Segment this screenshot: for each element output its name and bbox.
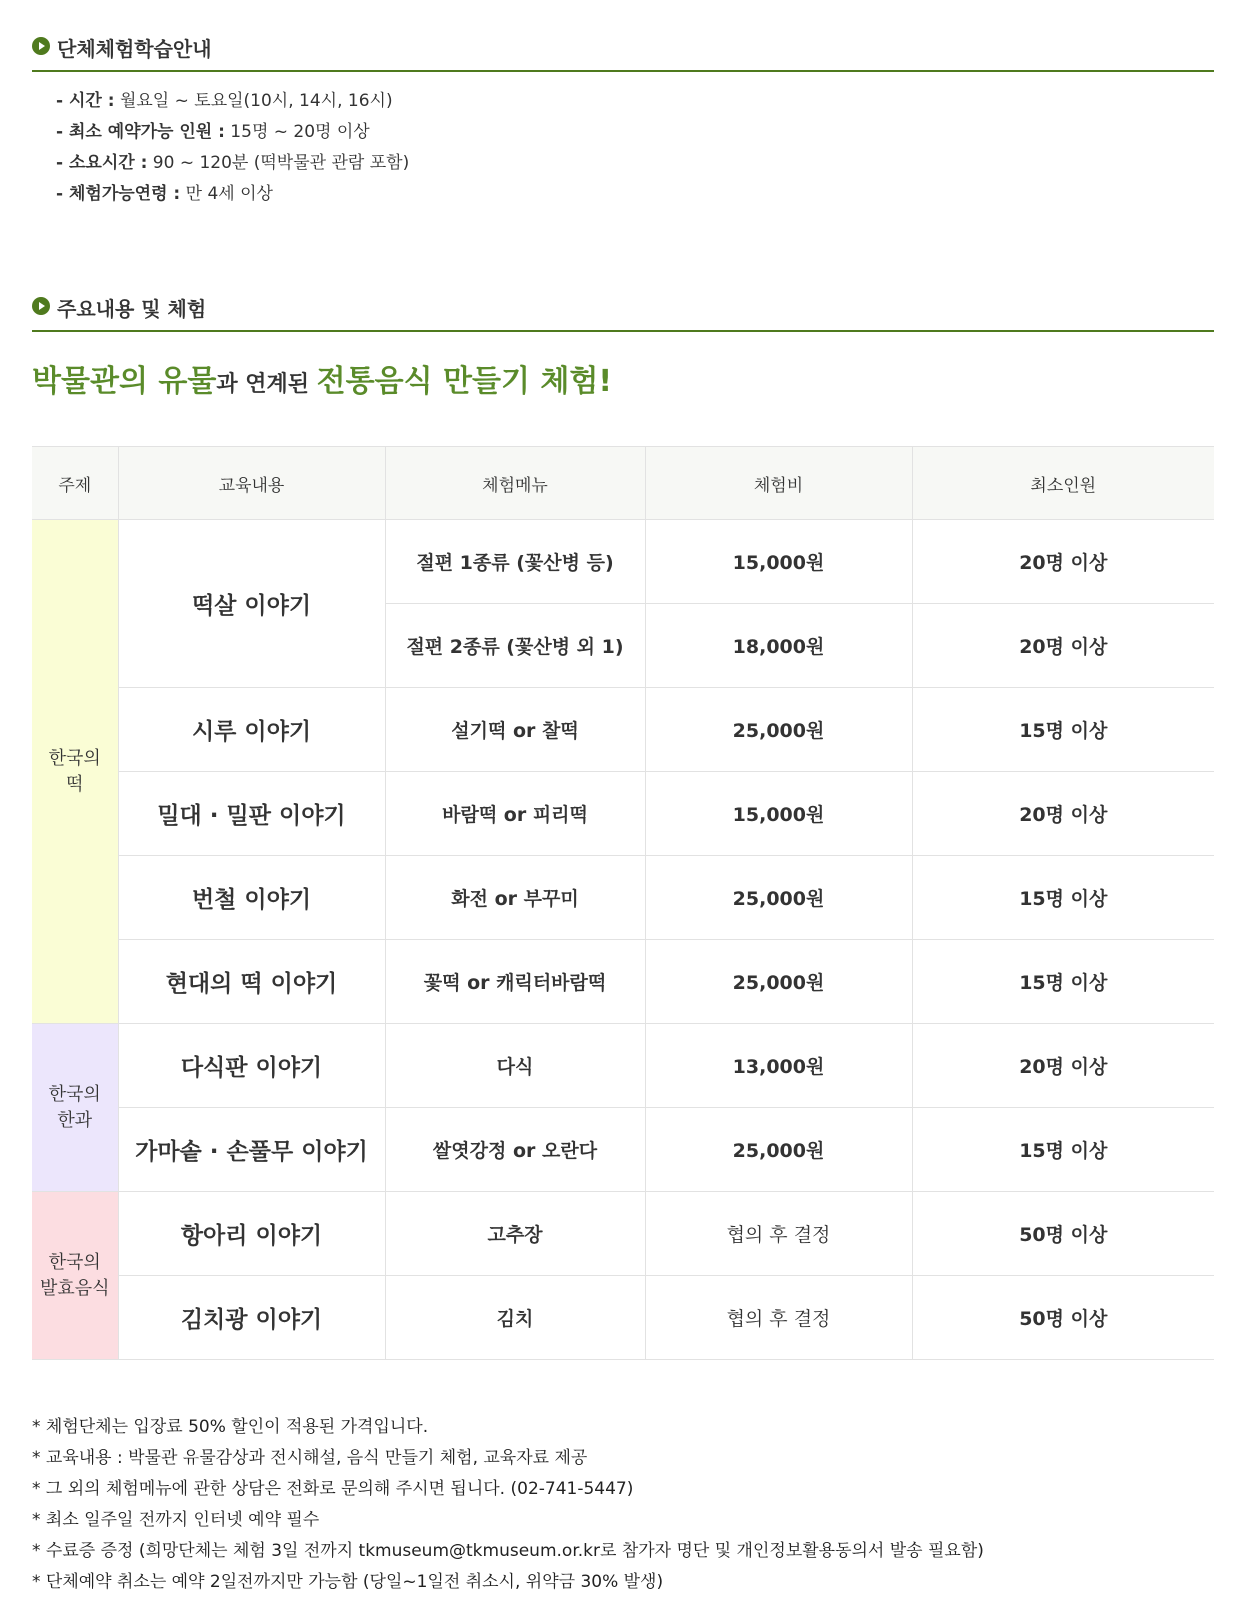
min-cell: 15명 이상 [912,688,1214,772]
menu-cell: 화전 or 부꾸미 [385,856,645,940]
header-min-people: 최소인원 [912,447,1214,520]
menu-cell: 김치 [385,1276,645,1360]
guide-item: - 소요시간 : 90 ~ 120분 (떡박물관 관람 포함) [56,153,410,173]
section-header-content [32,286,1214,332]
edu-cell: 밀대 · 밀판 이야기 [118,772,385,856]
note-item: * 최소 일주일 전까지 인터넷 예약 필수 [32,1510,320,1530]
min-cell: 20명 이상 [912,520,1214,604]
section-header-guide [32,26,1214,72]
table-header-row [32,447,1214,520]
guide-item: - 시간 : 월요일 ~ 토요일(10시, 14시, 16시) [56,91,393,111]
header-education: 교육내용 [118,447,385,520]
fee-cell: 18,000원 [645,604,912,688]
table-row [32,1108,1214,1192]
edu-cell: 항아리 이야기 [118,1192,385,1276]
menu-cell: 설기떡 or 찰떡 [385,688,645,772]
play-circle-icon [32,37,50,55]
menu-cell: 절편 1종류 (꽃산병 등) [385,520,645,604]
min-cell: 20명 이상 [912,772,1214,856]
headline: 박물관의 유물과 연계된 전통음식 만들기 체험! [32,364,613,399]
fee-cell: 25,000원 [645,688,912,772]
table-row [32,1192,1214,1276]
note-item: * 단체예약 취소는 예약 2일전까지만 가능함 (당일~1일전 취소시, 위약금 30% 발생) [32,1572,664,1592]
table-row [32,520,1214,604]
topic-fermented-food: 한국의 발효음식 [32,1192,118,1360]
min-cell: 15명 이상 [912,940,1214,1024]
table-row [32,1024,1214,1108]
table-row [32,772,1214,856]
menu-cell: 절편 2종류 (꽃산병 외 1) [385,604,645,688]
table-row [32,688,1214,772]
fee-cell: 15,000원 [645,520,912,604]
note-item: * 교육내용 : 박물관 유물감상과 전시해설, 음식 만들기 체험, 교육자료 제공 [32,1448,588,1468]
edu-cell: 떡살 이야기 [118,520,385,688]
min-cell: 15명 이상 [912,856,1214,940]
section-title-content: 주요내용 및 체험 [57,297,207,321]
section-title-guide: 단체체험학습안내 [57,37,212,61]
notes-list [32,1412,984,1598]
fee-cell: 25,000원 [645,1108,912,1192]
guide-list [56,86,409,210]
fee-cell: 15,000원 [645,772,912,856]
topic-hangwa: 한국의 한과 [32,1024,118,1192]
menu-cell: 꽃떡 or 캐릭터바람떡 [385,940,645,1024]
note-item: * 체험단체는 입장료 50% 할인이 적용된 가격입니다. [32,1417,429,1437]
menu-cell: 고추장 [385,1192,645,1276]
program-table [32,446,1214,1360]
fee-cell: 협의 후 결정 [645,1276,912,1360]
min-cell: 15명 이상 [912,1108,1214,1192]
note-item: * 그 외의 체험메뉴에 관한 상담은 전화로 문의해 주시면 됩니다. (02-741-5447) [32,1479,634,1499]
guide-item: - 체험가능연령 : 만 4세 이상 [56,184,273,204]
fee-cell: 협의 후 결정 [645,1192,912,1276]
edu-cell: 번철 이야기 [118,856,385,940]
note-item: * 수료증 증정 (희망단체는 체험 3일 전까지 tkmuseum@tkmuseum.or.kr로 참가자 명단 및 개인정보활용동의서 발송 필요함) [32,1541,984,1561]
guide-item: - 최소 예약가능 인원 : 15명 ~ 20명 이상 [56,122,370,142]
header-menu: 체험메뉴 [385,447,645,520]
header-topic: 주제 [32,447,118,520]
topic-rice-cake: 한국의 떡 [32,520,118,1024]
edu-cell: 현대의 떡 이야기 [118,940,385,1024]
edu-cell: 다식판 이야기 [118,1024,385,1108]
menu-cell: 쌀엿강정 or 오란다 [385,1108,645,1192]
edu-cell: 가마솥 · 손풀무 이야기 [118,1108,385,1192]
table-row [32,856,1214,940]
min-cell: 20명 이상 [912,1024,1214,1108]
menu-cell: 다식 [385,1024,645,1108]
menu-cell: 바람떡 or 피리떡 [385,772,645,856]
min-cell: 20명 이상 [912,604,1214,688]
header-fee: 체험비 [645,447,912,520]
play-circle-icon [32,297,50,315]
min-cell: 50명 이상 [912,1276,1214,1360]
edu-cell: 김치광 이야기 [118,1276,385,1360]
fee-cell: 25,000원 [645,856,912,940]
table-row [32,940,1214,1024]
table-row [32,1276,1214,1360]
edu-cell: 시루 이야기 [118,688,385,772]
min-cell: 50명 이상 [912,1192,1214,1276]
fee-cell: 13,000원 [645,1024,912,1108]
fee-cell: 25,000원 [645,940,912,1024]
